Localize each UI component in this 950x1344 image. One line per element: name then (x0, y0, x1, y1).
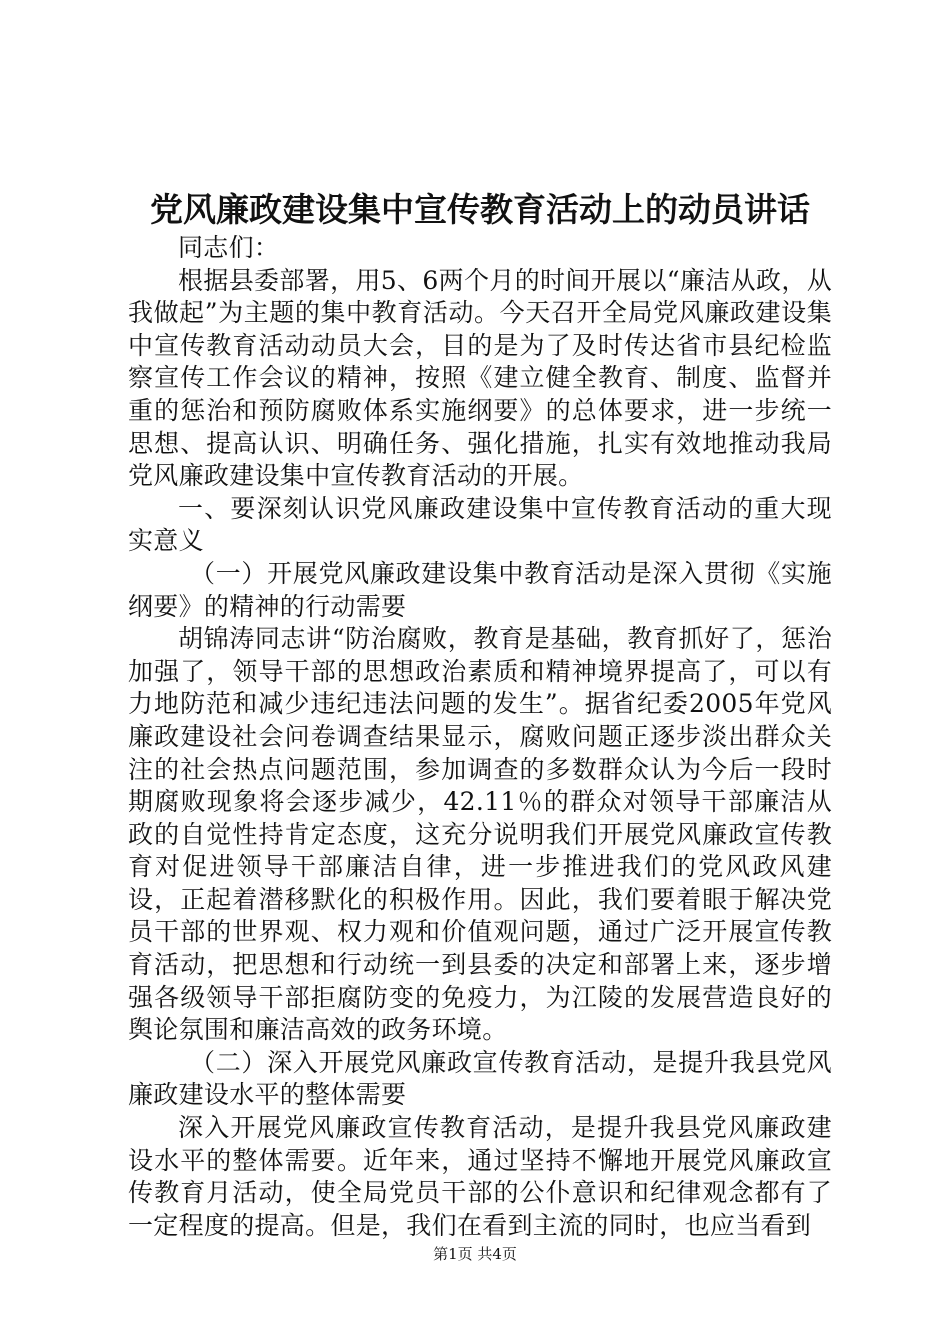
salutation: 同志们： (178, 233, 280, 262)
document-page (128, 0, 832, 1344)
paragraph-body-1: 胡锦涛同志讲“防治腐败，教育是基础，教育抓好了，惩治加强了，领导干部的思想政治素质和精神境界提高了，可以有力地防范和减少违纪违法问题的发生”。据省纪委2005年党风廉政建设社会问卷调查结果显示，腐败问题正逐步淡出群众关注的社会热点问题范围，参加调查的多数群众认为今后一段时期腐败现象将会逐步减少，42.11％的群众对领导干部廉洁从政的自觉性持肯定态度，这充分说明我们开展党风廉政宣传教育对促进领导干部廉洁自律，进一步推进我们的党风政风建设，正起着潜移默化的积极作用。因此，我们要着眼于解决党员干部的世界观、权力观和价值观问题，通过广泛开展宣传教育活动，把思想和行动统一到县委的决定和部署上来，逐步增强各级领导干部拒腐防变的免疫力，为江陵的发展营造良好的舆论氛围和廉洁高效的政务环境。 (128, 624, 832, 1045)
page-footer: 第1页 共4页 (433, 1245, 517, 1263)
subsection-heading-1: （一）开展党风廉政建设集中教育活动是深入贯彻《实施纲要》的精神的行动需要 (128, 558, 832, 621)
document-title: 党风廉政建设集中宣传教育活动上的动员讲话 (150, 190, 810, 229)
section-heading-1: 一、要深刻认识党风廉政建设集中宣传教育活动的重大现实意义 (128, 493, 832, 556)
paragraph-body-2: 深入开展党风廉政宣传教育活动，是提升我县党风廉政建设水平的整体需要。近年来，通过坚持不懈地开展党风廉政宣传教育月活动，使全局党员干部的公仆意识和纪律观念都有了一定程度的提高。但是，我们在看到主流的同时，也应当看到 (128, 1113, 832, 1240)
document-body (128, 232, 832, 1242)
subsection-heading-2: （二）深入开展党风廉政宣传教育活动，是提升我县党风廉政建设水平的整体需要 (128, 1047, 832, 1110)
paragraph-intro: 根据县委部署，用5、6两个月的时间开展以“廉洁从政，从我做起”为主题的集中教育活动。今天召开全局党风廉政建设集中宣传教育活动动员大会，目的是为了及时传达省市县纪检监察宣传工作会议的精神，按照《建立健全教育、制度、监督并重的惩治和预防腐败体系实施纲要》的总体要求，进一步统一思想、提高认识、明确任务、强化措施，扎实有效地推动我局党风廉政建设集中宣传教育活动的开展。 (128, 265, 832, 491)
